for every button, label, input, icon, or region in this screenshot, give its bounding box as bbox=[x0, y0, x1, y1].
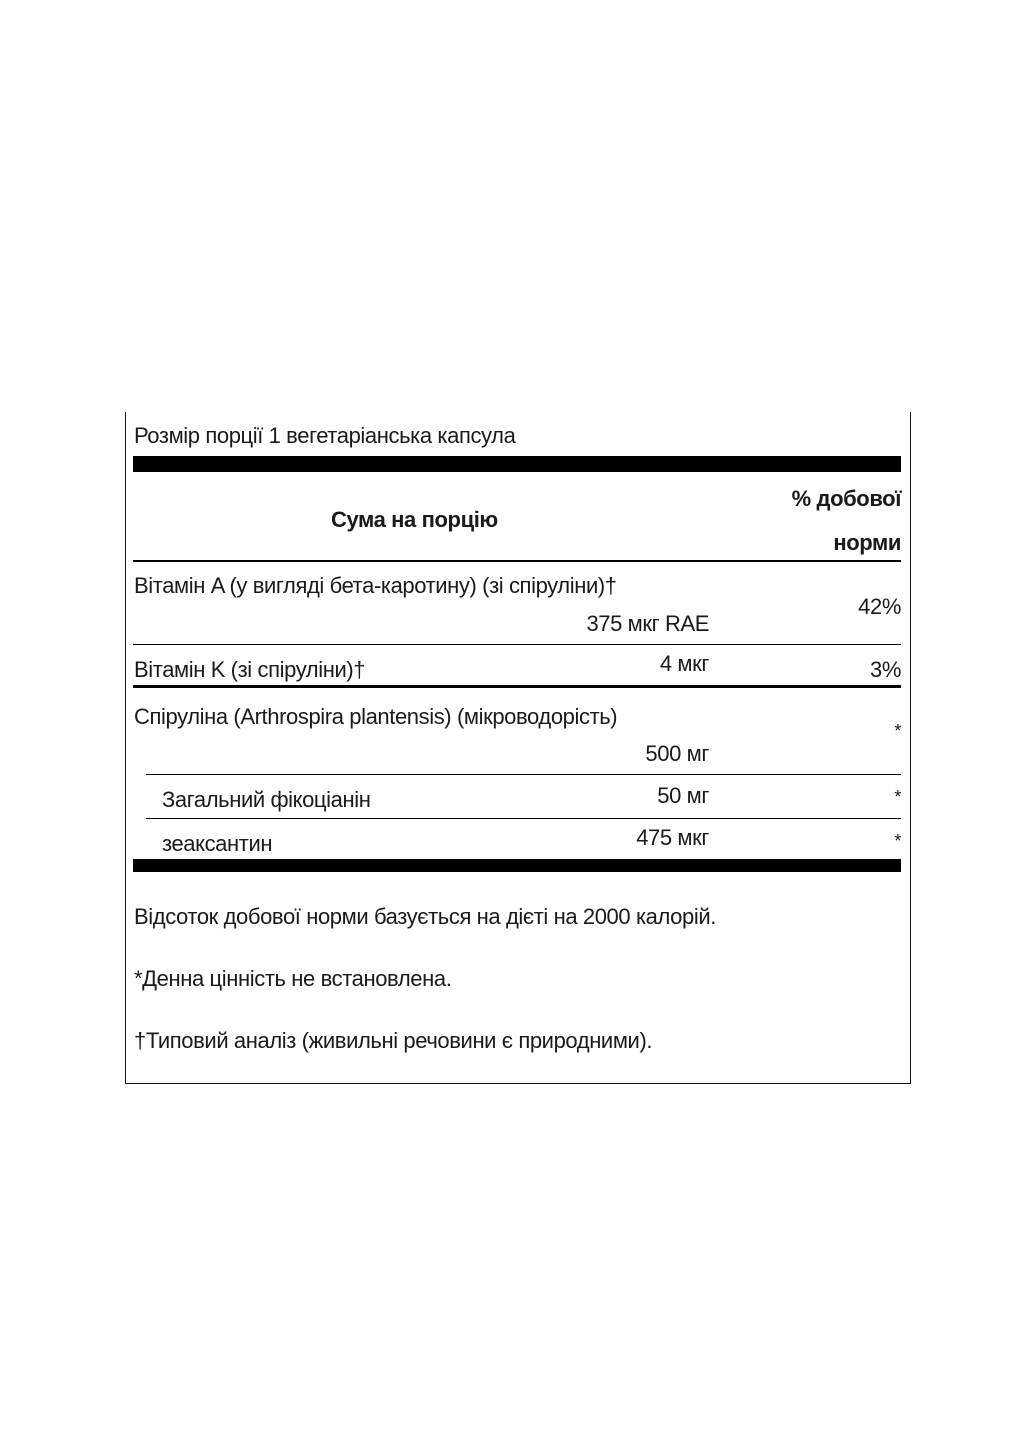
nutrient-amount: 50 мг bbox=[657, 783, 709, 808]
footnote-daily-value-not-established: *Денна цінність не встановлена. bbox=[134, 966, 452, 991]
nutrient-daily-value: * bbox=[894, 787, 901, 807]
thick-divider-bottom bbox=[133, 859, 901, 872]
daily-value-header-line1: % добової bbox=[791, 486, 901, 511]
nutrient-daily-value: 42% bbox=[858, 594, 901, 619]
nutrient-name-indented: зеаксантин bbox=[162, 831, 273, 856]
nutrient-daily-value: 3% bbox=[870, 657, 901, 682]
nutrient-amount: 375 мкг RAE bbox=[586, 611, 709, 636]
divider-row-thick bbox=[133, 685, 901, 688]
nutrient-name: Вітамін A (у вигляді бета-каротину) (зі спіруліни)† bbox=[134, 573, 617, 598]
nutrient-daily-value: * bbox=[894, 831, 901, 851]
thick-divider-top bbox=[133, 456, 901, 472]
nutrient-daily-value: * bbox=[894, 721, 901, 741]
serving-size-label: Розмір порції 1 вегетаріанська капсула bbox=[134, 423, 516, 448]
divider-row-indented bbox=[146, 774, 901, 775]
nutrient-amount: 475 мкг bbox=[636, 825, 709, 850]
divider-row-indented bbox=[146, 818, 901, 819]
nutrient-name: Спіруліна (Arthrospira plantensis) (мікроводорість) bbox=[134, 704, 618, 729]
footnote-typical-analysis: †Типовий аналіз (живильні речовини є природними). bbox=[134, 1028, 653, 1053]
nutrient-amount: 500 мг bbox=[645, 741, 709, 766]
supplement-facts-panel bbox=[125, 412, 911, 1084]
nutrient-name: Вітамін K (зі спіруліни)† bbox=[134, 657, 366, 682]
divider-header bbox=[133, 560, 901, 562]
nutrient-name-indented: Загальний фікоціанін bbox=[162, 787, 371, 812]
amount-per-serving-header: Сума на порцію bbox=[331, 507, 498, 532]
divider-row bbox=[133, 644, 901, 645]
nutrient-amount: 4 мкг bbox=[659, 651, 709, 676]
daily-value-header-line2: норми bbox=[833, 530, 901, 555]
footnote-daily-value-basis: Відсоток добової норми базується на дієті на 2000 калорій. bbox=[134, 904, 716, 929]
